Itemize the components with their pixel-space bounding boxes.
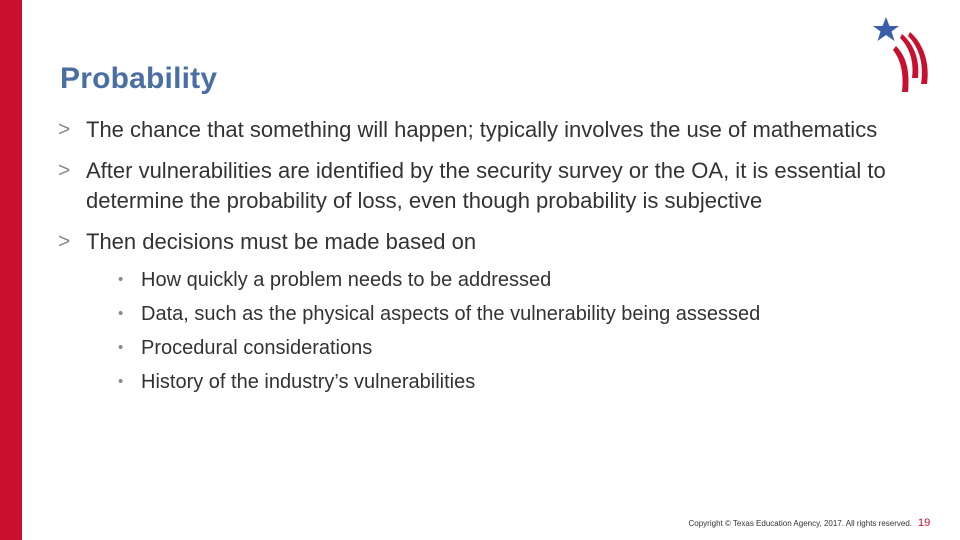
bullet-item [58, 227, 918, 400]
sub-bullet-marker: • [118, 271, 124, 288]
sub-bullet-marker: • [118, 339, 124, 356]
sub-bullet-text: Procedural considerations [141, 337, 373, 359]
page-number: 19 [918, 517, 931, 529]
bullet-item [58, 115, 918, 146]
sub-bullet-text: History of the industry’s vulnerabilities [141, 371, 476, 393]
left-accent-bar [0, 0, 22, 540]
bullet-item [58, 156, 918, 217]
sub-bullet-item [114, 365, 918, 399]
bullet-marker: > [58, 229, 71, 253]
copyright-footer: Copyright © Texas Education Agency, 2017. All rights reserved. [688, 519, 912, 528]
bullet-marker: > [58, 118, 71, 141]
sub-bullet-text: How quickly a problem needs to be addressed [141, 269, 552, 291]
bullet-text: After vulnerabilities are identified by the security survey or the OA, it is essential to determine the probability of loss, even though probability is subjective [86, 157, 886, 213]
sub-bullet-list [114, 263, 918, 399]
slide-title: Probability [60, 62, 218, 95]
sub-bullet-marker: • [118, 373, 124, 390]
sub-bullet-item [114, 297, 918, 331]
sub-bullet-text: Data, such as the physical aspects of the vulnerability being assessed [141, 303, 761, 325]
bullet-list [58, 115, 918, 409]
bullet-text: Then decisions must be made based on [86, 228, 477, 254]
sub-bullet-marker: • [118, 305, 124, 322]
star-stripes-logo-icon [868, 14, 934, 96]
bullet-text: The chance that something will happen; typically involves the use of mathematics [86, 117, 878, 142]
sub-bullet-item [114, 263, 918, 297]
sub-bullet-item [114, 331, 918, 365]
bullet-marker: > [58, 158, 71, 182]
